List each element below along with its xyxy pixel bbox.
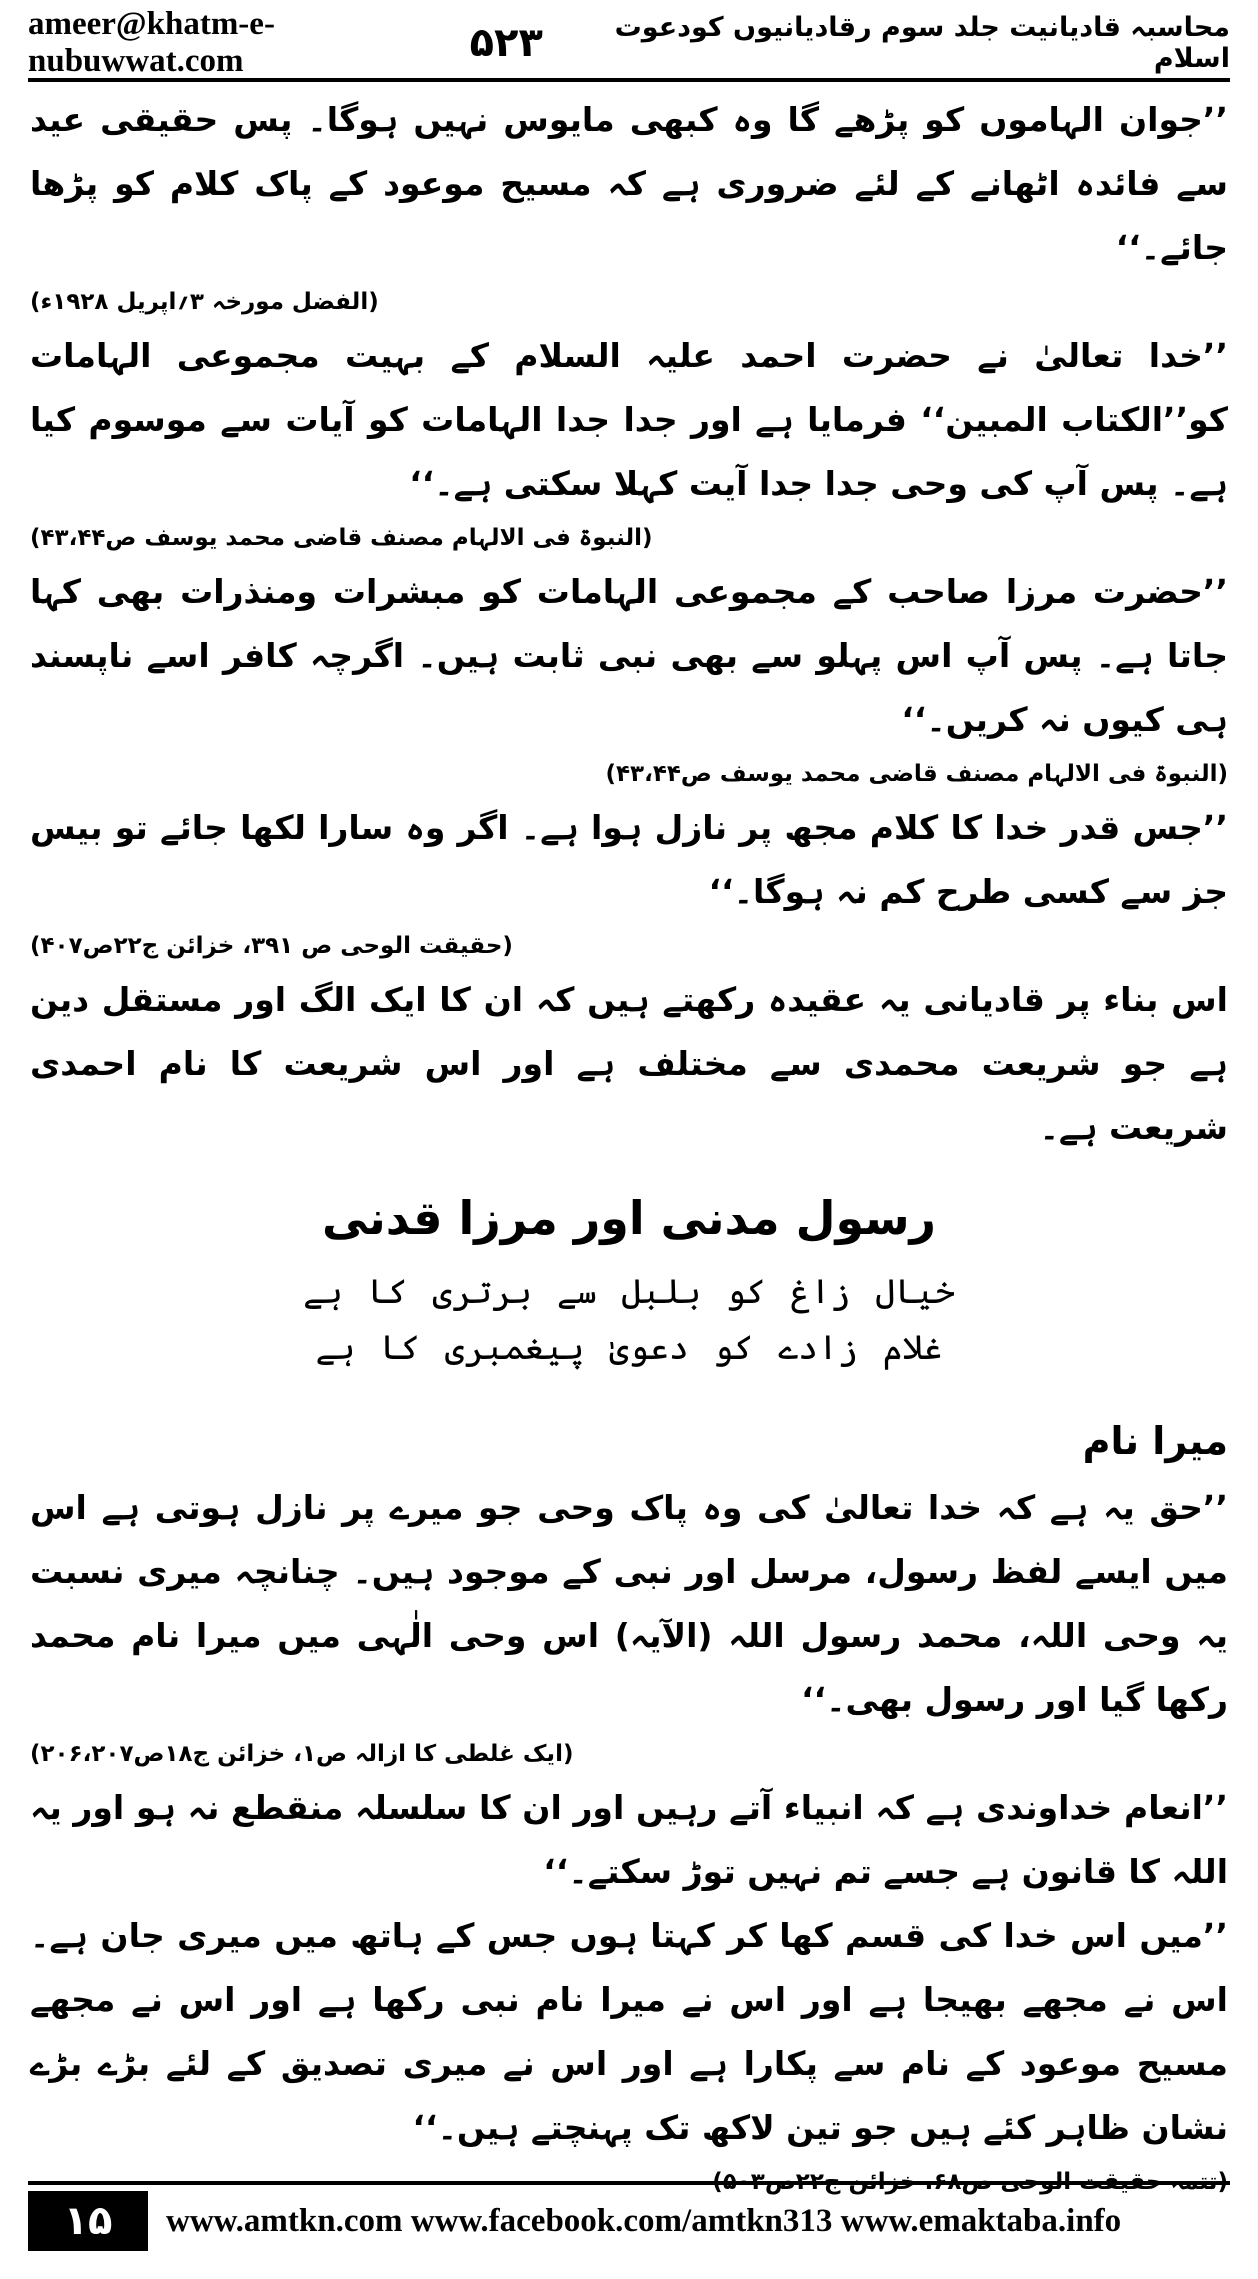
paragraph-7: ’’انعام خداوندی ہے کہ انبیاء آتے رہیں اور ان کا سلسلہ منقطع نہ ہو اور یہ اللہ کا قانون ہے جسے تم نہیں توڑ سکتے۔‘‘ <box>30 1788 1228 1891</box>
footer-links[interactable]: www.amtkn.com www.facebook.com/amtkn313 www.emaktaba.info <box>166 2202 1122 2239</box>
page-number-badge: ۱۵ <box>28 2191 148 2251</box>
book-title: محاسبہ قادیانیت جلد سوم رقادیانیوں کودعوت اسلام <box>614 12 1230 74</box>
paragraph-2: ’’خدا تعالیٰ نے حضرت احمد علیہ السلام کے بہیت مجموعی الہامات کو’’الکتاب المبین‘‘ فرمایا ہے اور جدا جدا الہامات کو آیات سے موسوم کیا ہے۔ پس آپ کی وحی جدا جدا آیت کہلا سکتی ہے۔‘‘ <box>30 336 1228 503</box>
paragraph-4: ’’جس قدر خدا کا کلام مجھ پر نازل ہوا ہے۔ اگر وہ سارا لکھا جائے تو بیس جز سے کسی طرح کم نہ ہوگا۔‘‘ <box>30 808 1228 911</box>
header-title-group <box>470 12 1230 74</box>
paragraph-5: اس بناء پر قادیانی یہ عقیدہ رکھتے ہیں کہ ان کا ایک الگ اور مستقل دین ہے جو شریعت محمدی سے مختلف ہے اور اس شریعت کا نام احمدی شریعت ہے۔ <box>30 980 1228 1147</box>
paragraph-3: ’’حضرت مرزا صاحب کے مجموعی الہامات کو مبشرات ومنذرات بھی کہا جاتا ہے۔ پس آپ اس پہلو سے بھی نبی ثابت ہیں۔ اگرچہ کافر اسے ناپسند ہی کیوں نہ کریں۔‘‘ <box>30 572 1228 739</box>
paragraph-1: ’’جوان الہاموں کو پڑھے گا وہ کبھی مایوس نہیں ہوگا۔ پس حقیقی عید سے فائدہ اٹھانے کے لئے ضروری ہے کہ مسیح موعود کے پاک کلام کو پڑھا جائے۔‘‘ <box>30 100 1228 267</box>
poem-line-1: خیال زاغ کو بلبل سے برتری کا ہے <box>303 1272 955 1312</box>
reference-6: (ایک غلطی کا ازالہ ص۱، خزائن ج۱۸ص۲۰۶،۲۰۷) <box>30 1741 574 1767</box>
page-body <box>30 88 1228 2195</box>
reference-8: (تتمہ حقیقت الوحی ص۶۸، خزائن ج۲۲ص۵۰۳) <box>712 2169 1228 2195</box>
poem-line-2: غلام زادے کو دعویٰ پیغمبری کا ہے <box>315 1328 943 1368</box>
reference-4: (حقیقت الوحی ص ۳۹۱، خزائن ج۲۲ص۴۰۷) <box>30 933 513 959</box>
reference-1: (الفضل مورخہ ۳؍اپریل ۱۹۲۸ء) <box>30 289 379 315</box>
section-title: رسول مدنی اور مرزا قدنی <box>321 1191 937 1245</box>
subheading: میرا نام <box>1082 1419 1228 1463</box>
paragraph-6: ’’حق یہ ہے کہ خدا تعالیٰ کی وہ پاک وحی جو میرے پر نازل ہوتی ہے اس میں ایسے لفظ رسول، مرسل اور نبی کے موجود ہیں۔ چنانچہ میری نسبت یہ وحی اللہ، محمد رسول اللہ (الآیہ) اس وحی الٰہی میں میرا نام محمد رکھا گیا اور رسول بھی۔‘‘ <box>30 1488 1228 1719</box>
page-number-top: ۵۲۳ <box>469 20 543 66</box>
page-header <box>28 8 1230 82</box>
reference-2: (النبوۃ فی الالہام مصنف قاضی محمد یوسف ص۴۳،۴۴) <box>30 525 653 551</box>
page-footer <box>28 2181 1230 2257</box>
reference-3: (النبوۃ فی الالہام مصنف قاضی محمد یوسف ص۴۳،۴۴) <box>605 761 1228 787</box>
email-address[interactable]: ameer@khatm-e-nubuwwat.com <box>28 6 275 79</box>
paragraph-8: ’’میں اس خدا کی قسم کھا کر کہتا ہوں جس کے ہاتھ میں میری جان ہے۔ اس نے مجھے بھیجا ہے اور اس نے میرا نام نبی رکھا ہے اور اس نے مجھے مسیح موعود کے نام سے پکارا ہے اور اس نے میری تصدیق کے لئے بڑے بڑے نشان ظاہر کئے ہیں جو تین لاکھ تک پہنچتے ہیں۔‘‘ <box>30 1916 1228 2147</box>
